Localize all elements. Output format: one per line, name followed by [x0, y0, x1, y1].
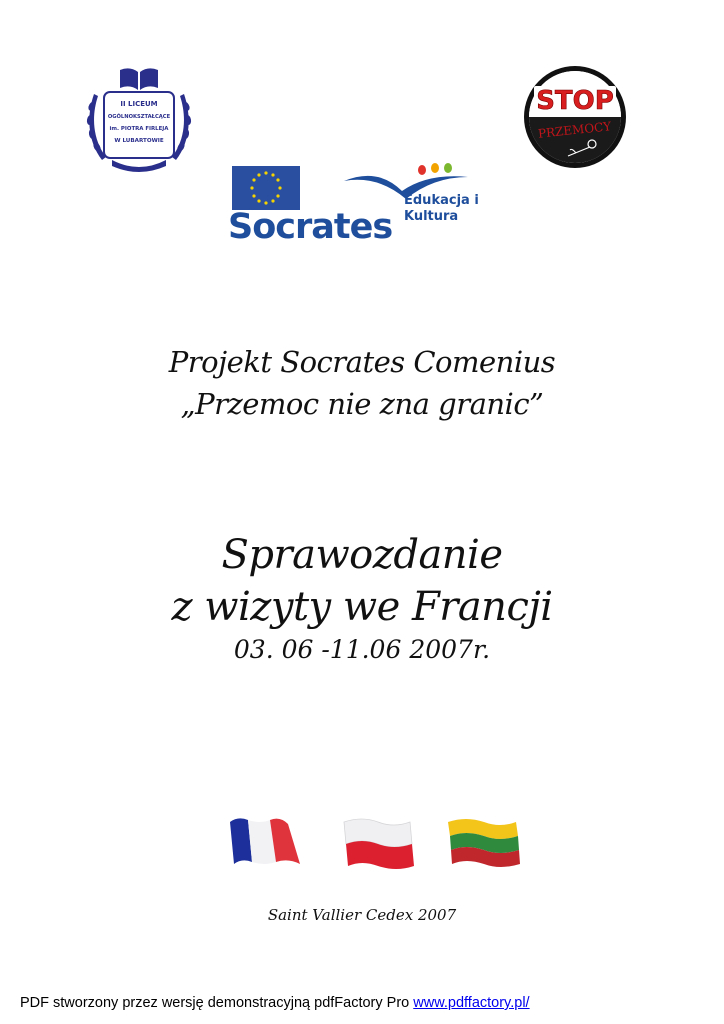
report-title-line-1: Sprawozdanie: [221, 532, 503, 578]
footer-text: PDF stworzony przez wersję demonstracyjną pdfFactory Pro: [20, 995, 414, 1011]
socrates-logo: [228, 163, 520, 251]
seal-line-2: OGÓLNOKSZTAŁCĄCE: [107, 114, 171, 120]
stop-violence-logo: [520, 64, 630, 170]
socrates-tagline: Edukacja i Kultura: [404, 193, 479, 224]
seal-line-4: W LUBARTOWIE: [114, 138, 164, 144]
lithuania-flag-icon: [444, 812, 524, 874]
seal-line-1: II LICEUM: [120, 100, 158, 108]
france-flag-icon: [224, 812, 304, 874]
eu-flag-icon: [232, 166, 300, 210]
stop-text: STOP: [536, 86, 614, 116]
report-title-line-2: z wizyty we Francji: [171, 584, 553, 630]
place-date: Saint Vallier Cedex 2007: [267, 906, 457, 924]
seal-line-3: im. PIOTRA FIRLEJA: [109, 126, 169, 132]
project-title-line-2: „Przemoc nie zna granic”: [180, 387, 544, 421]
pdf-footer: [20, 995, 530, 1011]
socrates-wordmark: Socrates: [228, 207, 393, 247]
violence-text: PRZEMOCY: [537, 119, 612, 141]
report-dates: 03. 06 -11.06 2007r.: [233, 635, 491, 664]
project-title-line-1: Projekt Socrates Comenius: [168, 345, 556, 379]
project-title: [0, 341, 724, 425]
footer-link[interactable]: www.pdffactory.pl/: [413, 995, 530, 1011]
report-title: [0, 529, 724, 633]
school-seal-logo: [82, 62, 196, 176]
poland-flag-icon: [338, 812, 418, 874]
